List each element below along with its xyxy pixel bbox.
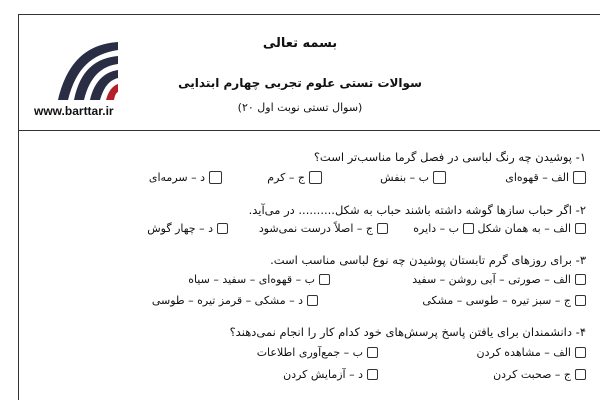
- q1-option-c[interactable]: ج – کرم: [267, 171, 322, 184]
- question-2-text: ۲- اگر حباب سازها گوشه داشته باشند حباب به شکل.......... در می‌آید.: [248, 203, 586, 217]
- q2-option-c[interactable]: ج – اصلاً درست نمی‌شود: [259, 222, 388, 235]
- checkbox[interactable]: [575, 223, 586, 234]
- checkbox[interactable]: [463, 223, 474, 234]
- checkbox[interactable]: [367, 347, 378, 358]
- q4-option-d[interactable]: د – آزمایش کردن: [283, 368, 378, 381]
- checkbox[interactable]: [575, 274, 586, 285]
- question-3-text: ۳- برای روزهای گرم تابستان پوشیدن چه نوع لباسی مناسب است.: [270, 253, 586, 267]
- checkbox[interactable]: [319, 274, 330, 285]
- page-title: سوالات تستی علوم تجربی چهارم ابتدایی: [178, 76, 422, 90]
- question-4-text: ۴- دانشمندان برای یافتن پاسخ پرسش‌های خود کدام کار را انجام نمی‌دهند؟: [229, 325, 586, 339]
- question-1-text: ۱- پوشیدن چه رنگ لباسی در فصل گرما مناسب‌تر است؟: [313, 150, 586, 164]
- page-subtitle: (۲۰ سوال تستی نوبت اول): [237, 101, 363, 114]
- q3-option-b[interactable]: ب – قهوه‌ای – سفید – سیاه: [188, 273, 330, 286]
- checkbox[interactable]: [367, 369, 378, 380]
- q3-option-d[interactable]: د – مشکی – قرمز تیره – طوسی: [152, 294, 318, 307]
- site-url: www.barttar.ir: [34, 104, 114, 118]
- q3-option-c[interactable]: ج – سبز تیره – طوسی – مشکی: [422, 294, 586, 307]
- checkbox[interactable]: [377, 223, 388, 234]
- q3-option-a[interactable]: الف – صورتی – آبی روشن – سفید: [412, 273, 586, 286]
- q4-option-b[interactable]: ب – جمع‌آوری اطلاعات: [257, 346, 378, 359]
- checkbox[interactable]: [209, 171, 222, 184]
- checkbox[interactable]: [309, 171, 322, 184]
- checkbox[interactable]: [575, 347, 586, 358]
- checkbox[interactable]: [575, 369, 586, 380]
- q1-option-a[interactable]: الف – قهوه‌ای: [505, 171, 586, 184]
- q2-option-a[interactable]: الف – به همان شکل: [478, 222, 586, 235]
- page-border-left: [18, 14, 19, 400]
- checkbox[interactable]: [575, 295, 586, 306]
- q1-option-b[interactable]: ب – بنفش: [380, 171, 446, 184]
- checkbox[interactable]: [573, 171, 586, 184]
- checkbox[interactable]: [217, 223, 228, 234]
- header-divider: [18, 130, 600, 131]
- checkbox[interactable]: [307, 295, 318, 306]
- q4-option-a[interactable]: الف – مشاهده کردن: [477, 346, 586, 359]
- q1-option-d[interactable]: د – سرمه‌ای: [149, 171, 222, 184]
- checkbox[interactable]: [433, 171, 446, 184]
- page-border-top: [18, 14, 600, 15]
- bismillah-heading: بسمه تعالی: [262, 36, 338, 51]
- q4-option-c[interactable]: ج – صحبت کردن: [493, 368, 586, 381]
- q2-option-d[interactable]: د – چهار گوش: [147, 222, 228, 235]
- q2-option-b[interactable]: ب – دایره: [413, 222, 474, 235]
